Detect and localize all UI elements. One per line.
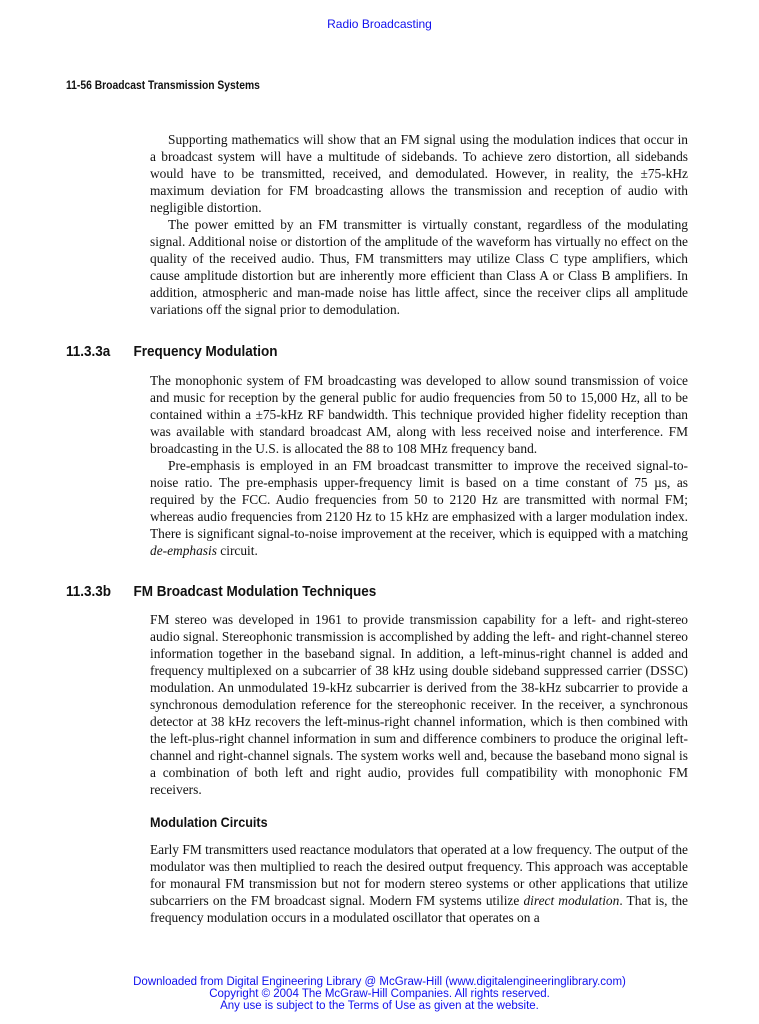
section-title: Frequency Modulation <box>133 343 278 360</box>
footer-download-link[interactable]: Downloaded from Digital Engineering Library @ McGraw-Hill (www.digitalengineeringlibrary.com) <box>133 976 626 988</box>
section-number: 11.3.3a <box>66 343 111 360</box>
intro-paragraph-2: The power emitted by an FM transmitter is virtually constant, regardless of the modulating signal. Additional noise or distortion of the amplitude of the waveform has virtually no effect on the quality of the received audio. Thus, FM transmitters may utilize Class C type amplifiers, which cause amplitude distortion but are inherently more efficient than Class A or Class B amplifiers. In addition, atmospheric and man-made noise has little affect, since the receiver clips all amplitude variations off the signal prior to demodulation. <box>150 217 688 317</box>
sub-p1-start: Early FM transmitters used reactance modulators that operated at a low frequency. The output of the modulator was then multiplied to reach the desired output frequency. This approach was acceptable for monaural FM transmission but not for modern stereo systems or other applications that utilize subcarriers on the FM broadcast signal. Modern FM systems utilize <box>150 842 688 908</box>
intro-text <box>150 131 688 318</box>
section-heading-fm-broadcast-modulation <box>66 583 376 600</box>
p2-end: circuit. <box>216 543 258 558</box>
section-a-paragraph-1: The monophonic system of FM broadcasting was developed to allow sound transmission of voice and music for reception by the general public for audio frequencies from 50 to 15,000 Hz, all to be contained within a ±75-kHz RF bandwidth. This technique provided higher fidelity reception than was available with standard broadcast AM, along with less received noise and interference. FM broadcasting in the U.S. is allocated the 88 to 108 MHz frequency band. <box>150 373 688 456</box>
footer <box>0 976 759 1012</box>
top-link-radio-broadcasting[interactable]: Radio Broadcasting <box>327 17 432 31</box>
p2-start: Pre-emphasis is employed in an FM broadcast transmitter to improve the received signal-to-noise ratio. The pre-emphasis upper-frequency limit is based on a time constant of 75 µs, as required by the FCC. Audio frequencies from 50 to 2120 Hz are transmitted with normal FM; whereas audio frequencies from 2120 Hz to 15 kHz are emphasized with a larger modulation index. There is significant signal-to-noise improvement at the receiver, which is equipped with a matching <box>150 458 688 541</box>
subsection-text <box>150 841 688 926</box>
subsection-paragraph-1 <box>150 841 688 926</box>
section-b-paragraph-1: FM stereo was developed in 1961 to provide transmission capability for a left- and right-stereo audio signal. Stereophonic transmission is accomplished by adding the left- and right-channel stereo information together in the baseband signal. In addition, a left-minus-right channel is added and frequency multiplexed on a subcarrier of 38 kHz using double sideband suppressed carrier (DSSC) modulation. An unmodulated 19-kHz subcarrier is derived from the 38-kHz subcarrier to provide a synchronous demodulation reference for the stereophonic receiver. In the receiver, a synchronous detector at 38 kHz recovers the left-minus-right channel information, which is then combined with the left-plus-right channel information in sum and difference combiners to produce the original left-channel and right-channel signals. The system works well and, because the baseband mono signal is a combination of both left and right audio, provides full compatibility with monophonic FM receivers. <box>150 612 688 797</box>
intro-paragraph-1: Supporting mathematics will show that an FM signal using the modulation indices that occur in a broadcast system will have a multitude of sidebands. To achieve zero distortion, all sidebands would have to be transmitted, received, and demodulated. However, in reality, the ±75-kHz maximum deviation for FM broadcasting allows the transmission and reception of audio with negligible distortion. <box>150 132 688 215</box>
subsection-heading-modulation-circuits: Modulation Circuits <box>150 814 268 830</box>
sub-p1-end: . That is, the frequency modulation occurs in a modulated oscillator that operates on a <box>150 893 688 925</box>
section-a-text <box>150 372 688 559</box>
section-number: 11.3.3b <box>66 583 112 600</box>
sub-p1-italic-term: direct modulation <box>523 893 620 908</box>
footer-copyright[interactable]: Copyright © 2004 The McGraw-Hill Companies. All rights reserved. <box>209 988 550 1000</box>
p2-italic-term: de-emphasis <box>150 543 217 558</box>
section-heading-frequency-modulation <box>66 343 278 360</box>
section-b-text <box>150 611 688 798</box>
footer-terms-link[interactable]: Any use is subject to the Terms of Use as given at the website. <box>220 1000 539 1012</box>
section-a-paragraph-2 <box>150 457 688 559</box>
section-title: FM Broadcast Modulation Techniques <box>133 583 377 600</box>
running-head: 11-56 Broadcast Transmission Systems <box>66 78 260 92</box>
